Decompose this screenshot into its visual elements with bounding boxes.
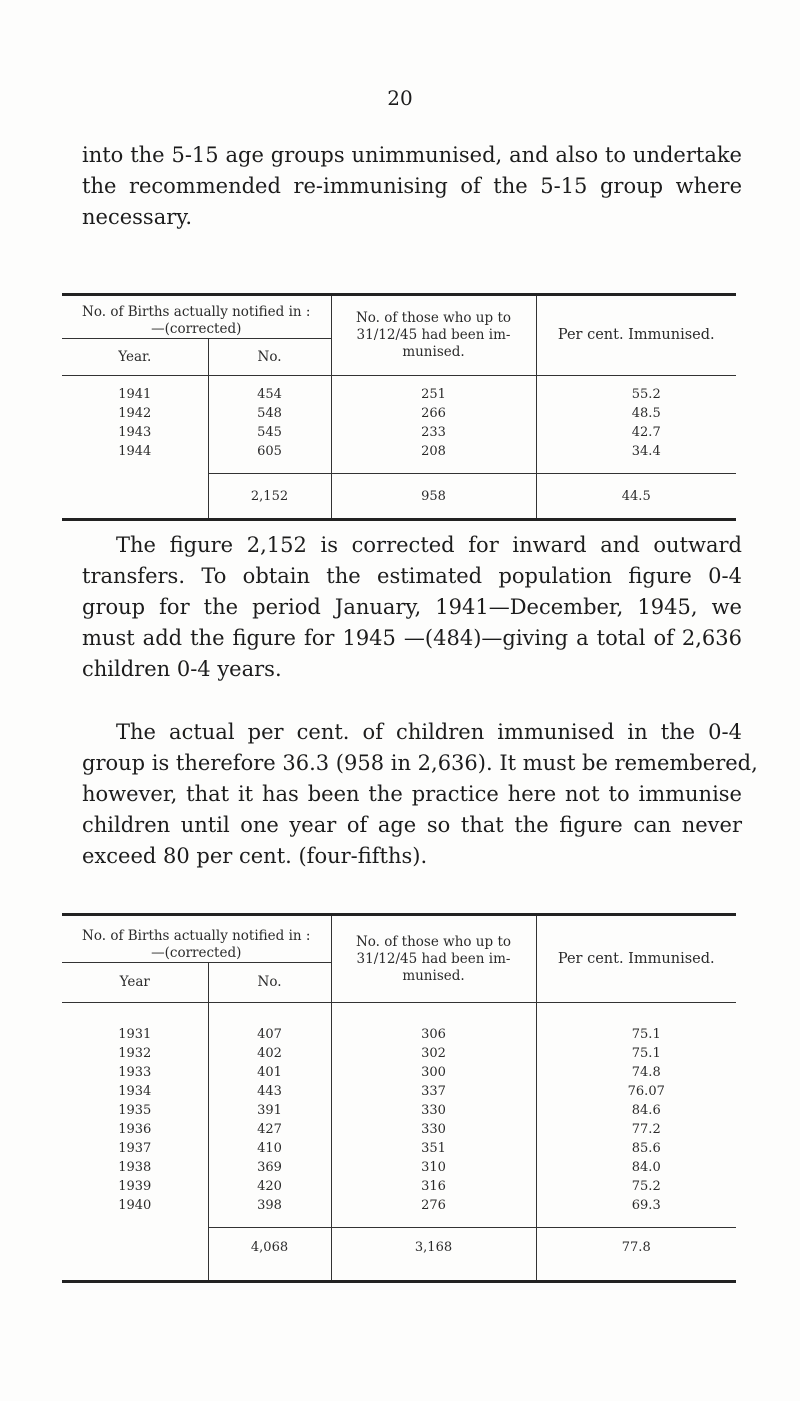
immunised-header: No. of those who up to 31/12/45 had been im- munised. xyxy=(331,295,536,376)
no-cell: 545 xyxy=(208,423,331,442)
table-row xyxy=(62,1196,736,1228)
year-cell: 1932 xyxy=(118,1046,152,1061)
no-cell: 443 xyxy=(208,1082,331,1101)
immunised-cell: 208 xyxy=(331,442,536,474)
paragraph-line: must add the figure for 1945 —(484)—giving a total of 2,636 xyxy=(82,626,742,650)
percent-cell: 75.2 xyxy=(536,1177,736,1196)
table-row xyxy=(62,1063,736,1082)
immunised-cell: 306 xyxy=(331,1003,536,1045)
table-row xyxy=(62,376,736,405)
intro-paragraph xyxy=(82,140,742,233)
year-header: Year. xyxy=(62,339,208,376)
table-row xyxy=(62,442,736,474)
no-cell: 402 xyxy=(208,1044,331,1063)
no-cell: 407 xyxy=(208,1003,331,1045)
year-cell: 1937 xyxy=(118,1141,152,1156)
total-no-cell: 2,152 xyxy=(208,474,331,520)
percent-cell: 34.4 xyxy=(536,442,736,474)
immunisation-table-1931-1940 xyxy=(62,913,736,1283)
immunised-cell: 337 xyxy=(331,1082,536,1101)
percent-cell: 85.6 xyxy=(536,1139,736,1158)
total-percent-cell: 44.5 xyxy=(536,474,736,520)
percent-cell: 48.5 xyxy=(536,404,736,423)
no-cell: 401 xyxy=(208,1063,331,1082)
paragraph-line: necessary. xyxy=(82,205,193,229)
no-cell: 369 xyxy=(208,1158,331,1177)
paragraph-line: into the 5-15 age groups unimmunised, and also to undertake xyxy=(82,143,742,167)
total-immunised-cell: 958 xyxy=(331,474,536,520)
table-row xyxy=(62,404,736,423)
percent-cell: 77.2 xyxy=(536,1120,736,1139)
percent-cell: 84.6 xyxy=(536,1101,736,1120)
no-cell: 410 xyxy=(208,1139,331,1158)
immunised-cell: 233 xyxy=(331,423,536,442)
percent-cell: 84.0 xyxy=(536,1158,736,1177)
no-header: No. xyxy=(208,339,331,376)
immunised-cell: 276 xyxy=(331,1196,536,1228)
year-cell: 1933 xyxy=(118,1065,152,1080)
immunised-header: No. of those who up to 31/12/45 had been im- munised. xyxy=(331,915,536,1003)
no-cell: 605 xyxy=(208,442,331,474)
paragraph-line: The actual per cent. of children immunised in the 0-4 xyxy=(116,720,742,744)
year-cell: 1942 xyxy=(118,406,152,421)
percent-cell: 42.7 xyxy=(536,423,736,442)
year-header: Year xyxy=(62,963,208,1003)
immunised-cell: 251 xyxy=(331,376,536,405)
paragraph-line: group is therefore 36.3 (958 in 2,636). It must be remembered, xyxy=(82,751,758,775)
percent-cell: 55.2 xyxy=(536,376,736,405)
immunised-cell: 330 xyxy=(331,1120,536,1139)
totals-row xyxy=(62,474,736,520)
table-row xyxy=(62,1003,736,1045)
table-row xyxy=(62,423,736,442)
year-cell: 1939 xyxy=(118,1179,152,1194)
percent-cell: 75.1 xyxy=(536,1044,736,1063)
immunised-cell: 330 xyxy=(331,1101,536,1120)
immunised-cell: 300 xyxy=(331,1063,536,1082)
year-cell: 1936 xyxy=(118,1122,152,1137)
paragraph-line: however, that it has been the practice here not to immunise xyxy=(82,782,742,806)
year-cell: 1935 xyxy=(118,1103,152,1118)
percent-cell: 74.8 xyxy=(536,1063,736,1082)
year-cell: 1941 xyxy=(62,376,208,405)
table-row xyxy=(62,1082,736,1101)
total-percent-cell: 77.8 xyxy=(536,1228,736,1282)
immunised-cell: 266 xyxy=(331,404,536,423)
year-cell: 1940 xyxy=(118,1198,152,1214)
immunisation-table-1941-1944 xyxy=(62,293,736,521)
no-cell: 548 xyxy=(208,404,331,423)
percent-header: Per cent. Immunised. xyxy=(536,915,736,1003)
immunised-cell: 351 xyxy=(331,1139,536,1158)
total-no-cell: 4,068 xyxy=(208,1228,331,1282)
table-row xyxy=(62,1101,736,1120)
table-row xyxy=(62,1139,736,1158)
total-immunised-cell: 3,168 xyxy=(331,1228,536,1282)
immunised-cell: 316 xyxy=(331,1177,536,1196)
percent-cell: 76.07 xyxy=(536,1082,736,1101)
paragraph-line: the recommended re-immunising of the 5-15 group where xyxy=(82,174,742,198)
immunised-cell: 310 xyxy=(331,1158,536,1177)
percent-header: Per cent. Immunised. xyxy=(536,295,736,376)
table-row xyxy=(62,1044,736,1063)
paragraph-line: children 0-4 years. xyxy=(82,657,282,681)
percentage-paragraph xyxy=(82,717,758,872)
births-header: No. of Births actually notified in :—(corrected) xyxy=(82,928,311,961)
no-cell: 420 xyxy=(208,1177,331,1196)
totals-row xyxy=(62,1228,736,1282)
year-cell: 1944 xyxy=(118,444,152,460)
paragraph-line: The figure 2,152 is corrected for inward and outward xyxy=(116,533,742,557)
page-number: 20 xyxy=(387,86,413,110)
year-cell: 1931 xyxy=(62,1003,208,1045)
paragraph-line: exceed 80 per cent. (four-fifths). xyxy=(82,844,428,868)
births-header: No. of Births actually notified in :—(corrected) xyxy=(82,304,311,337)
year-cell: 1938 xyxy=(118,1160,152,1175)
paragraph-line: children until one year of age so that the figure can never xyxy=(82,813,742,837)
no-cell: 427 xyxy=(208,1120,331,1139)
no-cell: 454 xyxy=(208,376,331,405)
paragraph-line: group for the period January, 1941—December, 1945, we xyxy=(82,595,742,619)
year-cell: 1934 xyxy=(118,1084,152,1099)
correction-paragraph xyxy=(82,530,742,685)
table-row xyxy=(62,1120,736,1139)
no-cell: 391 xyxy=(208,1101,331,1120)
paragraph-line: transfers. To obtain the estimated population figure 0-4 xyxy=(82,564,742,588)
immunised-cell: 302 xyxy=(331,1044,536,1063)
table-row xyxy=(62,1177,736,1196)
table-row xyxy=(62,1158,736,1177)
no-cell: 398 xyxy=(208,1196,331,1228)
percent-cell: 75.1 xyxy=(536,1003,736,1045)
year-cell: 1943 xyxy=(118,425,152,440)
percent-cell: 69.3 xyxy=(536,1196,736,1228)
no-header: No. xyxy=(208,963,331,1003)
